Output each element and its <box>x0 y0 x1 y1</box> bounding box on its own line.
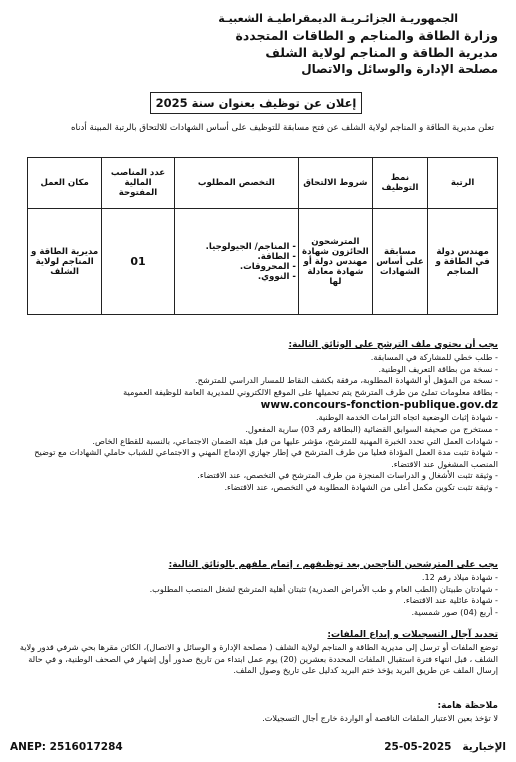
list-item: - شهادات العمل التي تحدد الخبرة المهنية للمترشح، مؤشر عليها من قبل هيئة الضمان الاجتماعي، بالنسبة للقطاع الخاص. <box>92 435 498 446</box>
table-header: مكان العمل <box>28 158 102 209</box>
service-line: مصلحة الإدارة والوسائل والاتصال <box>301 62 498 76</box>
letterhead <box>118 10 498 78</box>
specialty-item: - المناجم/ الجيولوجيا. <box>205 241 296 252</box>
deadline-heading: تحديد آجال التسجيلات و إيداع الملفات: <box>327 630 498 640</box>
final-documents-heading: يجب على المترشحين الناجحين بعد توظيفهم ، إتمام ملفهم بالوثائق التالية: <box>168 560 498 570</box>
note-section <box>8 700 498 725</box>
deadline-section <box>8 629 498 677</box>
posts-cell: 01 <box>102 209 175 315</box>
positions-table <box>27 157 498 315</box>
list-item: - وثيقة تثبت تكوين مكمل أعلى من الشهادة المطلوبة في التخصص، عند الاقتضاء. <box>224 481 498 492</box>
mode-cell: مسابقة على أساس الشهادات <box>372 209 427 315</box>
list-item: - شهادة ميلاد رقم 12. <box>421 572 498 582</box>
list-item: - بطاقة معلومات تملئ من طرف المترشح يتم تحميلها على الموقع الالكتروني للمديرية العامة للوظيفة العمومية <box>123 386 498 397</box>
table-header: شروط الالتحاق <box>298 158 372 209</box>
website-link[interactable]: www.concours-fonction-publique.gov.dz <box>260 399 498 412</box>
list-item: - شهادتان طبيتان (الطب العام و طب الأمراض الصدرية) تثبتان أهلية المترشح لشغل المنصب المطلوب. <box>149 583 498 594</box>
list-item: - نسخة من المؤهل أو الشهادة المطلوبة، مرفقة بكشف النقاط للمسار الدراسي للمترشح. <box>194 375 498 386</box>
table-header-row <box>28 158 498 209</box>
final-documents-section <box>8 559 498 618</box>
publication-info <box>384 741 506 753</box>
list-item: - أربع (04) صور شمسية. <box>411 606 498 617</box>
list-item: - شهادة تثبت مدة العمل المؤداة فعليا من طرف المترشح في إطار جهازي الإدماج المهني و الاجتماعي للشباب حاملي الشهادات مع توضيح المنصب المشغول عند الاقتضاء. <box>34 447 498 469</box>
documents-heading: يجب أن يحتوي ملف الترشح على الوثائق التالية: <box>288 340 498 350</box>
conditions-cell: المترشحون الحائزون شهادة مهندس دولة أو شهادة معادلة لها <box>298 209 372 315</box>
list-item: - شهادة عائلية عند الاقتضاء. <box>403 595 498 606</box>
list-item: - شهادة إثبات الوضعية اتجاه التزامات الخدمة الوطنية. <box>315 412 498 423</box>
intro-paragraph: تعلن مديرية الطاقة و المناجم لولاية الشلف عن فتح مسابقة للتوظيف على أساس الشهادات للالتحاق بالرتبة المبينة أدناه <box>71 123 494 133</box>
specialty-item: - المحروقات. <box>239 261 296 272</box>
table-header: التخصص المطلوب <box>174 158 298 209</box>
specialty-item: - الطاقة. <box>257 251 296 262</box>
list-item: - طلب خطي للمشاركة في المسابقة. <box>370 352 498 362</box>
specialty-item: - النووي. <box>257 271 296 282</box>
anep-reference: ANEP: 2516017284 <box>10 741 123 753</box>
documents-section <box>8 339 498 494</box>
announcement-title: إعلان عن توظيف بعنوان سنة 2025 <box>150 92 362 114</box>
ministry-line: وزارة الطاقة والمناجم و الطاقات المتجددة <box>235 28 498 43</box>
deadline-text: توضع الملفات أو ترسل إلى مديرية الطاقة و المناجم لولاية الشلف ( مصلحة الإدارة و الوسائل و الاتصال)، الكائن مقرها بحي شرفي قدور ولاية الشلف ، قبل انتهاء فترة استقبال الملفات المحددة بعشرين (20) يوم عمل ابتداء من تاريخ صدور أول إشهار في الصحف الوطنية، و في حالة إرسال الملف عن طريق البريد يؤخذ ختم البريد كدليل على تاريخ وصول الملف. <box>19 642 498 676</box>
publication-date: 2025-05-25 <box>384 741 452 753</box>
table-header: عدد المناصب المالية المفتوحة <box>102 158 175 209</box>
list-item: - وثيقة تثبت الأشغال و الدراسات المنجزة من طرف المترشح في التخصص، عند الاقتضاء. <box>197 470 498 481</box>
list-item: - نسخة من بطاقة التعريف الوطنية. <box>378 363 498 374</box>
note-text: لا تؤخذ بعين الاعتبار الملفات الناقصة أو الواردة خارج أجال التسجيلات. <box>262 713 498 723</box>
specialties-cell <box>174 209 298 315</box>
note-heading: ملاحظة هامة: <box>437 701 498 711</box>
place-cell: مديرية الطاقة و المناجم لولاية الشلف <box>28 209 102 315</box>
directorate-line: مديرية الطاقة و المناجم لولاية الشلف <box>265 45 498 60</box>
newspaper-name: الإخبارية <box>462 741 506 753</box>
table-header: الرتبة <box>428 158 498 209</box>
table-row <box>28 209 498 315</box>
list-item: - مستخرج من صحيفة السوابق القضائية (البطاقة رقم 03) سارية المفعول. <box>245 423 498 434</box>
table-header: نمط التوظيف <box>372 158 427 209</box>
grade-cell: مهندس دولة في الطاقة و المناجم <box>428 209 498 315</box>
footer <box>10 741 506 757</box>
republic-line: الجمهوريـة الجزائـريـة الديمقراطيـة الشعبيـة <box>218 12 458 25</box>
